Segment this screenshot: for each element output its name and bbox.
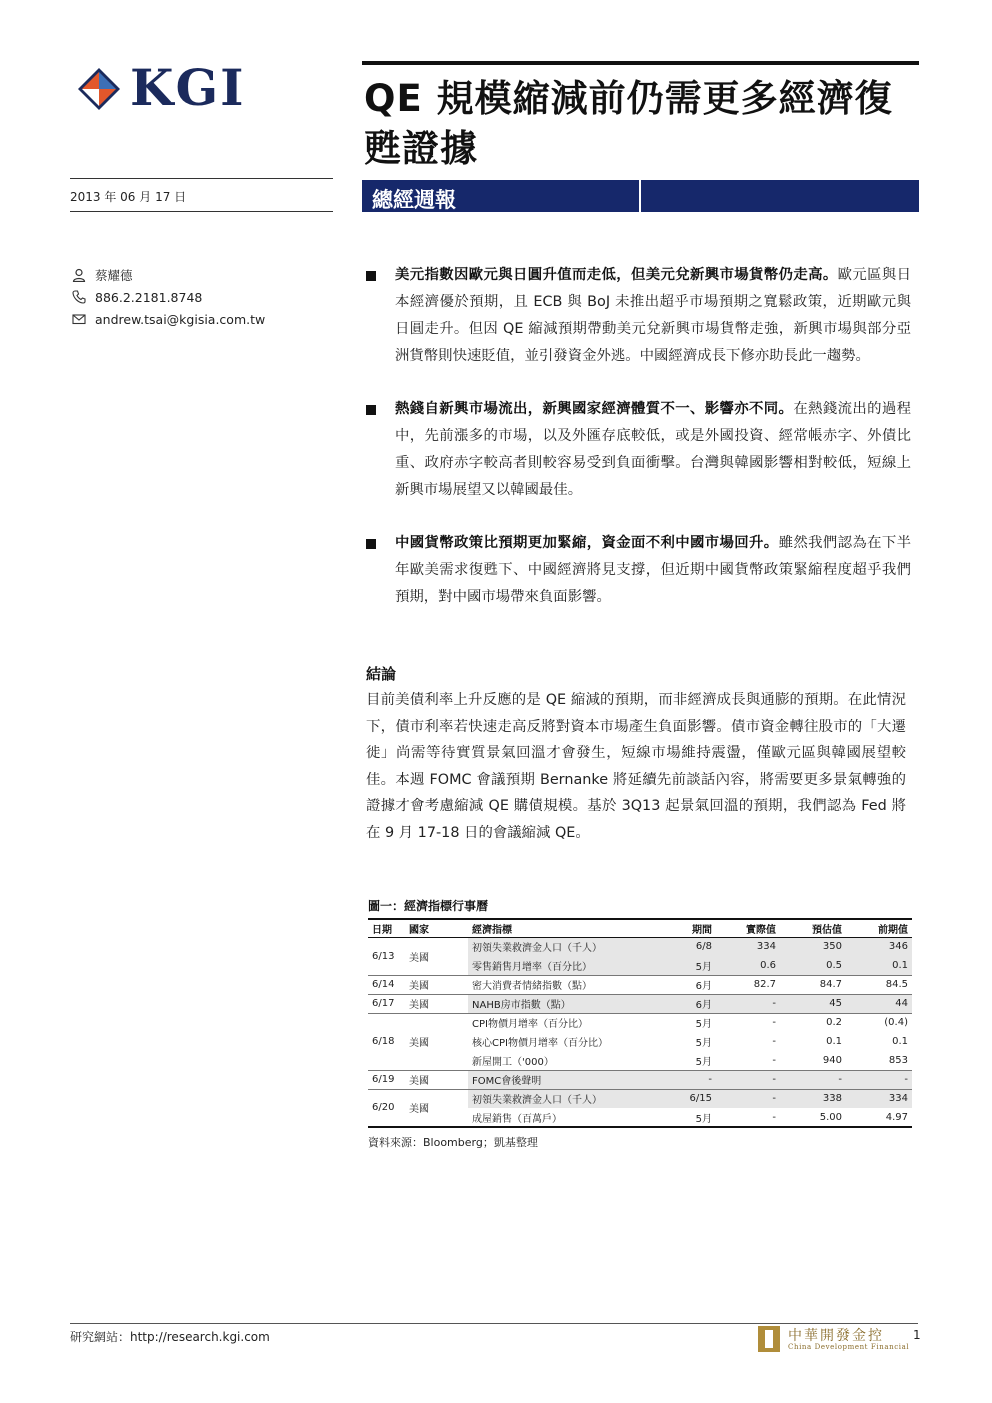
cell-forecast: 0.2 bbox=[826, 1017, 842, 1029]
analyst-phone: 886.2.2181.8748 bbox=[95, 289, 203, 305]
cell-date: 6/14 bbox=[368, 975, 405, 994]
table-row bbox=[368, 975, 912, 994]
cell-previous: 4.97 bbox=[846, 1108, 912, 1127]
conclusion-heading: 結論 bbox=[366, 665, 397, 683]
col-previous: 前期值 bbox=[846, 920, 912, 937]
cell-period: 5月 bbox=[695, 1038, 712, 1049]
cell-period: 5月 bbox=[670, 1051, 716, 1070]
cell-indicator: 成屋銷售（百萬戶） bbox=[468, 1108, 670, 1127]
cell-period: 6月 bbox=[670, 994, 716, 1013]
col-period: 期間 bbox=[670, 920, 716, 937]
contact-email-row[interactable] bbox=[72, 308, 265, 330]
cell-previous: 346 bbox=[846, 937, 912, 956]
cell-country: 美國 bbox=[405, 1070, 468, 1089]
cell-period: - bbox=[670, 1070, 716, 1089]
key-point-body: 歐元區與日本經濟優於預期，且 ECB 與 BoJ 未推出超乎市場預期之寬鬆政策，近期歐元與日圓走升。但因 QE 縮減預期帶動美元兌新興市場貨幣走強，新興市場與部分亞洲貨幣則快速貶值，並引發資金外逃。中國經濟成長下修亦助長此一趨勢。 bbox=[395, 267, 911, 364]
cell-forecast: 350 bbox=[780, 937, 846, 956]
cell-country: 美國 bbox=[405, 937, 468, 975]
cell-country: 美國 bbox=[405, 1013, 468, 1070]
report-type-banner bbox=[362, 180, 919, 212]
cell-indicator: 初領失業救濟金人口（千人） bbox=[468, 1089, 670, 1108]
cell-date: 6/17 bbox=[368, 994, 405, 1013]
analyst-name: 蔡耀德 bbox=[95, 268, 133, 283]
cell-indicator: 核心CPI物價月增率（百分比） bbox=[472, 1038, 608, 1049]
cell-period: 6/15 bbox=[670, 1089, 716, 1108]
cell-actual: - bbox=[772, 1017, 776, 1029]
table-title: 圖一：經濟指標行事曆 bbox=[368, 897, 912, 920]
key-point-body: 雖然我們認為在下半年歐美需求復甦下、中國經濟將見支撐，但近期中國貨幣政策緊縮程度超乎我們預期，對中國市場帶來負面影響。 bbox=[395, 535, 911, 605]
cell-country: 美國 bbox=[405, 994, 468, 1013]
cell-forecast: 45 bbox=[780, 994, 846, 1013]
col-actual: 實際值 bbox=[716, 920, 780, 937]
cell-previous: 44 bbox=[846, 994, 912, 1013]
key-point-lead: 美元指數因歐元與日圓升值而走低，但美元兌新興市場貨幣仍走高。 bbox=[395, 267, 838, 283]
kgi-logo bbox=[78, 58, 248, 117]
cell-country: 美國 bbox=[405, 1089, 468, 1127]
key-point-lead: 中國貨幣政策比預期更加緊縮，資金面不利中國市場回升。 bbox=[395, 535, 779, 551]
cell-forecast: 84.7 bbox=[780, 975, 846, 994]
report-date: 2013 年 06 月 17 日 bbox=[70, 190, 187, 204]
key-point bbox=[366, 396, 911, 504]
conclusion-section bbox=[366, 663, 906, 846]
cell-actual: 82.7 bbox=[716, 975, 780, 994]
cdf-name-cn: 中華開發金控 bbox=[788, 1328, 884, 1344]
cell-indicator: NAHB房市指數（點） bbox=[468, 994, 670, 1013]
cell-date: 6/20 bbox=[368, 1089, 405, 1127]
cell-forecast: 338 bbox=[780, 1089, 846, 1108]
cell-period: 5月 bbox=[670, 1108, 716, 1127]
cell-indicator: 初領失業救濟金人口（千人） bbox=[468, 937, 670, 956]
table-row bbox=[368, 1070, 912, 1089]
key-points bbox=[366, 262, 911, 637]
table-row bbox=[368, 994, 912, 1013]
analyst-contact bbox=[72, 264, 265, 330]
cell-previous: 853 bbox=[846, 1051, 912, 1070]
bullet-square-icon bbox=[366, 539, 376, 549]
cell-forecast: 0.5 bbox=[780, 956, 846, 975]
cdf-logo bbox=[758, 1326, 908, 1354]
cell-forecast: - bbox=[780, 1070, 846, 1089]
table-source: 資料來源：Bloomberg；凱基整理 bbox=[368, 1136, 538, 1149]
table-row bbox=[368, 937, 912, 956]
cell-actual: - bbox=[716, 1089, 780, 1108]
contact-phone-row bbox=[72, 286, 265, 308]
cell-actual: 0.6 bbox=[716, 956, 780, 975]
title-rule bbox=[362, 61, 919, 65]
table-row bbox=[368, 1013, 912, 1032]
cell-previous: 0.1 bbox=[846, 956, 912, 975]
analyst-email[interactable]: andrew.tsai@kgisia.com.tw bbox=[95, 311, 266, 327]
cell-actual: - bbox=[772, 1036, 776, 1047]
envelope-icon bbox=[72, 312, 86, 326]
cell-forecast: 940 bbox=[780, 1051, 846, 1070]
cell-actual: - bbox=[716, 1051, 780, 1070]
research-website[interactable]: 研究網站：http://research.kgi.com bbox=[70, 1330, 270, 1344]
col-country: 國家 bbox=[405, 920, 468, 937]
date-bottom-rule bbox=[70, 211, 333, 212]
cell-actual: 334 bbox=[716, 937, 780, 956]
key-point-body: 在熱錢流出的過程中，先前漲多的市場，以及外匯存底較低，或是外國投資、經常帳赤字、外債比重、政府赤字較高者則較容易受到負面衝擊。台灣與韓國影響相對較低，短線上新興市場展望又以韓國最佳。 bbox=[395, 401, 911, 498]
cell-country: 美國 bbox=[405, 975, 468, 994]
cell-indicator: FOMC會後聲明 bbox=[468, 1070, 670, 1089]
cdf-name-en: China Development Financial bbox=[788, 1343, 910, 1351]
cell-period: 6月 bbox=[670, 975, 716, 994]
footer-rule bbox=[70, 1323, 918, 1324]
conclusion-body: 目前美債利率上升反應的是 QE 縮減的預期，而非經濟成長與通膨的預期。在此情況下，債市利率若快速走高反將對資本市場產生負面影響。債市資金轉往股市的「大遷徙」尚需等待實質景氣回溫才會發生，短線市場維持震盪，僅歐元區與韓國展望較佳。本週 FOMC 會議預期 Bernanke 將延續先前談話內容，將需要更多景氣轉強的證據才會考慮縮減 QE 購債規模。基於 3Q13 起景氣回溫的預期，我們認為 Fed 將在 9 月 17-18 日的會議縮減 QE。 bbox=[366, 692, 906, 841]
key-point bbox=[366, 530, 911, 611]
cell-previous: - bbox=[846, 1070, 912, 1089]
table-header-row bbox=[368, 920, 912, 937]
col-forecast: 預估值 bbox=[780, 920, 846, 937]
cell-indicator: 新屋開工（'000） bbox=[468, 1051, 670, 1070]
cell-period: 5月 bbox=[670, 956, 716, 975]
cell-forecast: 0.1 bbox=[826, 1036, 842, 1047]
key-point-lead: 熱錢自新興市場流出，新興國家經濟體質不一、影響亦不同。 bbox=[395, 401, 794, 417]
cell-previous: 334 bbox=[846, 1089, 912, 1108]
cell-date: 6/19 bbox=[368, 1070, 405, 1089]
cell-date: 6/18 bbox=[368, 1013, 405, 1070]
cdf-logo-mark-icon bbox=[758, 1326, 780, 1352]
bullet-square-icon bbox=[366, 405, 376, 415]
person-icon bbox=[72, 268, 86, 282]
phone-icon bbox=[72, 290, 86, 304]
page-number: 1 bbox=[913, 1328, 921, 1342]
cell-forecast: 5.00 bbox=[780, 1108, 846, 1127]
report-title: QE 規模縮減前仍需更多經濟復甦證據 bbox=[364, 77, 893, 170]
cell-actual: - bbox=[716, 994, 780, 1013]
banner-divider bbox=[639, 180, 641, 212]
logo-text: KGI bbox=[130, 58, 246, 117]
cell-period: 6/8 bbox=[670, 937, 716, 956]
cell-indicator: 零售銷售月增率（百分比） bbox=[468, 956, 670, 975]
date-top-rule bbox=[70, 178, 333, 179]
table-row bbox=[368, 1089, 912, 1108]
contact-name-row bbox=[72, 264, 265, 286]
cell-indicator: 密大消費者情緒指數（點） bbox=[468, 975, 670, 994]
cell-indicator: CPI物價月增率（百分比） bbox=[472, 1019, 588, 1031]
cell-actual: - bbox=[716, 1108, 780, 1127]
cell-period: 5月 bbox=[695, 1019, 712, 1031]
cell-previous: (0.4) bbox=[884, 1017, 908, 1029]
key-point bbox=[366, 262, 911, 370]
cell-actual: - bbox=[716, 1070, 780, 1089]
cell-previous: 84.5 bbox=[846, 975, 912, 994]
calendar-table bbox=[368, 920, 912, 1128]
cell-date: 6/13 bbox=[368, 937, 405, 975]
report-type-label: 總經週報 bbox=[372, 188, 456, 212]
kgi-logo-mark-icon bbox=[78, 68, 120, 110]
cell-previous: 0.1 bbox=[892, 1036, 908, 1047]
economic-calendar bbox=[368, 897, 912, 1150]
col-indicator: 經濟指標 bbox=[468, 920, 670, 937]
col-date: 日期 bbox=[368, 920, 405, 937]
bullet-square-icon bbox=[366, 271, 376, 281]
